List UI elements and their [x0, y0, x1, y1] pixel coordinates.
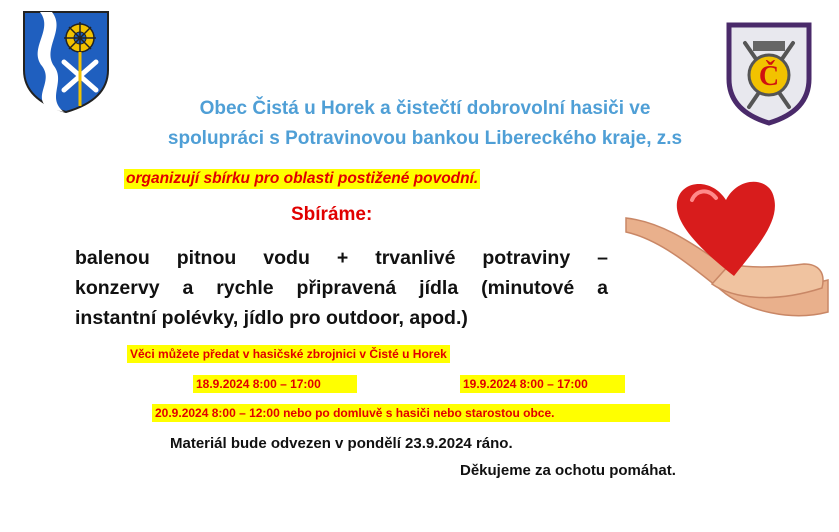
item-line-1: balenou pitnou vodu + trvanlivé potraviny –: [75, 247, 608, 269]
organize-banner: organizují sbírku pro oblasti postižené povodní.: [126, 170, 479, 187]
date-slot-2: 19.9.2024 8:00 – 17:00: [460, 375, 625, 393]
thanks-note: Děkujeme za ochotu pomáhat.: [460, 462, 676, 479]
collect-title: Sbíráme:: [291, 204, 373, 225]
date-slot-1: 18.9.2024 8:00 – 17:00: [193, 375, 357, 393]
date-slot-3: 20.9.2024 8:00 – 12:00 nebo po domluvě s hasiči nebo starostou obce.: [152, 404, 670, 422]
heart-in-hands-illustration: [622, 172, 832, 340]
badge-letter: Č: [758, 61, 780, 92]
item-line-3: instantní polévky, jídlo pro outdoor, apod.): [75, 307, 468, 329]
header-line-2: spolupráci s Potravinovou bankou Libereckého kraje, z.s: [167, 128, 683, 149]
dropoff-location: Věci můžete předat v hasičské zbrojnici v Čisté u Horek: [127, 345, 450, 363]
header-line-1: Obec Čistá u Horek a čistečtí dobrovolní hasiči ve: [199, 98, 651, 119]
item-line-2: konzervy a rychle připravená jídla (minutové a: [75, 277, 608, 299]
collected-items: [75, 243, 608, 333]
pickup-note: Materiál bude odvezen v pondělí 23.9.2024 ráno.: [170, 435, 513, 452]
header-text: [80, 94, 770, 154]
